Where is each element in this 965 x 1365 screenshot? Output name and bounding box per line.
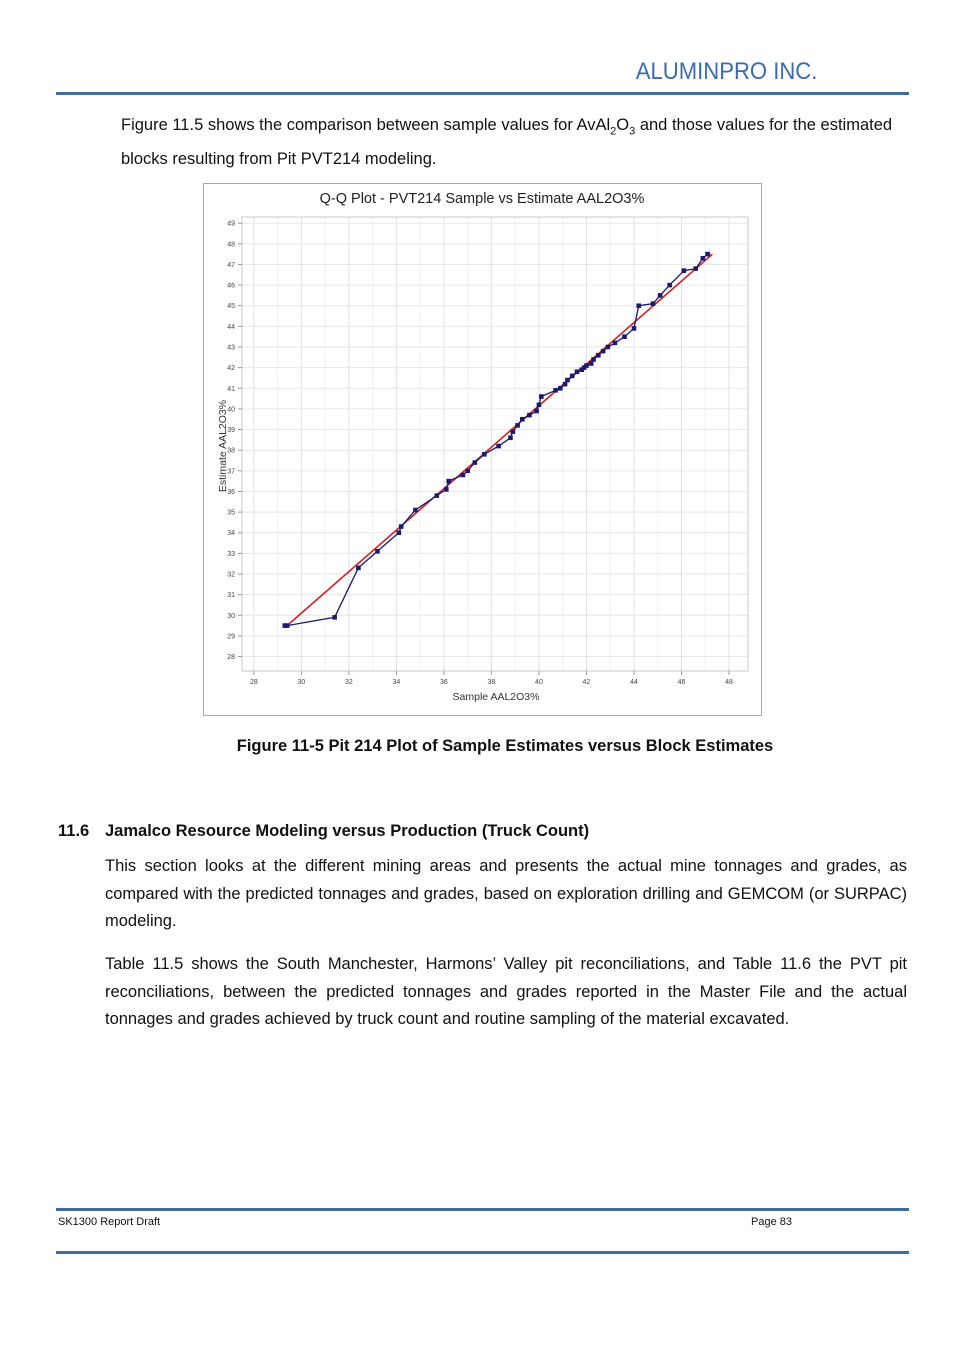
qq-point bbox=[534, 409, 539, 414]
x-tick-label: 32 bbox=[345, 679, 353, 686]
qq-point bbox=[285, 623, 290, 628]
y-tick-label: 38 bbox=[227, 447, 235, 455]
y-tick-label: 40 bbox=[227, 406, 235, 414]
qq-point bbox=[565, 378, 570, 383]
x-tick-label: 34 bbox=[392, 679, 401, 686]
header-rule bbox=[56, 92, 909, 95]
qq-point bbox=[632, 326, 637, 331]
footer-page-number: Page 83 bbox=[751, 1216, 792, 1228]
section-paragraph-2: Table 11.5 shows the South Manchester, Harmons’ Valley pit reconciliations, and Table 11.6 the PVT pit reconciliations, between the predicted tonnages and grades reported in the Master File and the actual tonnages and grades achieved by truck count and routine sampling of the material excavated. bbox=[105, 955, 907, 1028]
qq-point bbox=[613, 341, 618, 346]
qq-point bbox=[606, 345, 611, 350]
qq-point bbox=[589, 361, 594, 366]
x-tick-label: 30 bbox=[297, 679, 306, 686]
chart-series bbox=[282, 252, 712, 628]
qq-point bbox=[508, 436, 513, 441]
qq-point bbox=[527, 413, 532, 418]
qq-point bbox=[444, 487, 449, 492]
intro-subscript-2: 3 bbox=[629, 125, 636, 138]
qq-point bbox=[651, 301, 656, 306]
qq-point bbox=[558, 386, 563, 391]
footer-document-name: SK1300 Report Draft bbox=[58, 1216, 161, 1228]
qq-point bbox=[446, 479, 451, 484]
qq-point bbox=[375, 549, 380, 554]
qq-point bbox=[584, 363, 589, 368]
qq-point bbox=[332, 615, 337, 620]
qq-point bbox=[682, 268, 687, 273]
qq-point bbox=[622, 334, 627, 339]
x-axis-label: Sample AAL2O3% bbox=[452, 691, 540, 703]
qq-point bbox=[413, 508, 418, 513]
intro-text-before: Figure 11.5 shows the comparison between sample values for AvAl bbox=[121, 116, 611, 134]
footer-rule-top bbox=[56, 1208, 909, 1211]
qq-point bbox=[701, 256, 706, 261]
x-tick-label: 48 bbox=[725, 679, 733, 686]
qq-point bbox=[496, 444, 501, 449]
y-tick-label: 44 bbox=[227, 323, 235, 331]
y-tick-label: 36 bbox=[227, 488, 235, 496]
qq-point bbox=[399, 524, 404, 529]
qq-point bbox=[570, 374, 575, 379]
x-tick-label: 38 bbox=[487, 679, 496, 686]
y-tick-label: 39 bbox=[227, 427, 235, 435]
qq-point bbox=[473, 460, 478, 465]
y-tick-label: 37 bbox=[227, 468, 235, 476]
qq-point bbox=[601, 349, 606, 354]
x-tick-label: 40 bbox=[535, 679, 543, 686]
x-tick-label: 42 bbox=[582, 679, 591, 686]
qq-point bbox=[658, 293, 663, 298]
y-tick-label: 46 bbox=[227, 282, 235, 290]
x-tick-label: 36 bbox=[440, 679, 448, 686]
intro-paragraph bbox=[121, 112, 911, 173]
y-tick-label: 29 bbox=[227, 633, 235, 641]
qq-point bbox=[575, 369, 580, 374]
y-tick-label: 30 bbox=[227, 612, 235, 620]
qq-point bbox=[596, 353, 601, 358]
qq-point bbox=[434, 493, 439, 498]
y-tick-label: 48 bbox=[227, 241, 235, 249]
qq-point bbox=[465, 469, 470, 474]
qq-point bbox=[636, 303, 641, 308]
qq-point bbox=[482, 452, 487, 457]
section-number: 11.6 bbox=[58, 822, 90, 840]
y-tick-label: 41 bbox=[227, 385, 235, 393]
qq-series-line bbox=[285, 254, 708, 625]
y-tick-label: 33 bbox=[227, 550, 235, 558]
qq-point bbox=[693, 266, 698, 271]
x-tick-label: 44 bbox=[630, 679, 638, 686]
intro-subscript-1: 2 bbox=[610, 125, 617, 138]
qq-point bbox=[511, 429, 516, 434]
qq-point bbox=[515, 423, 520, 428]
qq-point bbox=[356, 566, 361, 571]
y-tick-label: 32 bbox=[227, 571, 235, 579]
qq-point bbox=[396, 530, 401, 535]
y-tick-label: 42 bbox=[227, 365, 235, 373]
qq-point bbox=[591, 357, 596, 362]
y-tick-label: 34 bbox=[227, 530, 235, 538]
qq-point bbox=[539, 394, 544, 399]
section-paragraph-1: This section looks at the different mining areas and presents the actual mine tonnages and grades, as compared with the predicted tonnages and grades, based on exploration drilling and GEMCOM (or SURPAC) modeling. bbox=[105, 857, 907, 930]
y-tick-label: 49 bbox=[227, 220, 235, 228]
section-heading bbox=[58, 822, 589, 841]
y-tick-label: 47 bbox=[227, 261, 235, 269]
y-axis-label: Estimate AAL2O3% bbox=[217, 399, 229, 493]
axis-ticks bbox=[227, 221, 733, 686]
y-tick-label: 35 bbox=[227, 509, 235, 517]
qq-plot-figure bbox=[203, 183, 762, 716]
intro-text-mid: O bbox=[616, 116, 630, 134]
intro-text-after: and those values for the estimated blocks resulting from Pit PVT214 modeling. bbox=[121, 116, 893, 168]
y-tick-label: 45 bbox=[227, 303, 235, 311]
qq-point bbox=[520, 417, 525, 422]
y-tick-label: 31 bbox=[227, 592, 235, 600]
footer-rule-bottom bbox=[56, 1251, 909, 1254]
y-tick-label: 28 bbox=[227, 654, 235, 662]
qq-point bbox=[705, 252, 710, 257]
qq-point bbox=[667, 283, 672, 288]
x-tick-label: 28 bbox=[249, 679, 258, 686]
qq-point bbox=[553, 388, 558, 393]
qq-point bbox=[537, 402, 542, 407]
chart-title: Q-Q Plot - PVT214 Sample vs Estimate AAL2O3% bbox=[319, 191, 645, 207]
qq-point bbox=[461, 473, 466, 478]
company-name: ALUMINPRO INC. bbox=[635, 58, 817, 85]
y-tick-label: 43 bbox=[227, 344, 235, 352]
section-title: Jamalco Resource Modeling versus Production (Truck Count) bbox=[105, 822, 590, 840]
qq-point bbox=[563, 382, 568, 387]
qq-plot-chart bbox=[204, 184, 761, 715]
x-tick-label: 46 bbox=[677, 679, 686, 686]
figure-caption: Figure 11-5 Pit 214 Plot of Sample Estimates versus Block Estimates bbox=[236, 737, 774, 755]
